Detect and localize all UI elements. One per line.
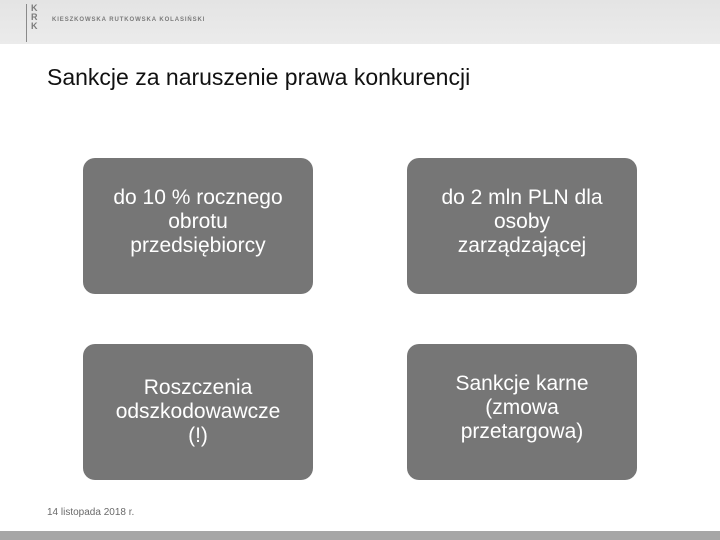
footer-date: 14 listopada 2018 r. xyxy=(47,507,135,518)
sanction-card-manager xyxy=(407,158,637,294)
card-line: (zmowa xyxy=(485,396,559,419)
card-line: obrotu xyxy=(168,210,228,233)
card-line: do 10 % rocznego xyxy=(113,186,283,209)
card-line: (!) xyxy=(188,424,208,447)
card-line: Roszczenia xyxy=(143,376,253,399)
footer-band xyxy=(0,531,720,540)
card-line: zarządzającej xyxy=(457,234,587,257)
logo-letter: K xyxy=(31,3,38,13)
card-line: osoby xyxy=(493,210,551,233)
card-line: przetargowa) xyxy=(460,420,584,443)
card-line: Sankcje karne xyxy=(455,372,589,395)
firm-logo-mark xyxy=(26,4,42,42)
firm-logo-text: KIESZKOWSKA RUTKOWSKA KOLASIŃSKI xyxy=(52,17,206,23)
logo-letter: R xyxy=(31,12,38,22)
card-line: przedsiębiorcy xyxy=(130,234,266,257)
card-line: odszkodowawcze xyxy=(115,400,281,423)
sanction-card-turnover xyxy=(83,158,313,294)
logo-letter: K xyxy=(31,21,38,31)
sanction-card-damages xyxy=(83,344,313,480)
sanction-card-criminal xyxy=(407,344,637,480)
slide-title: Sankcje za naruszenie prawa konkurencji xyxy=(47,64,471,90)
card-line: do 2 mln PLN dla xyxy=(441,186,603,209)
